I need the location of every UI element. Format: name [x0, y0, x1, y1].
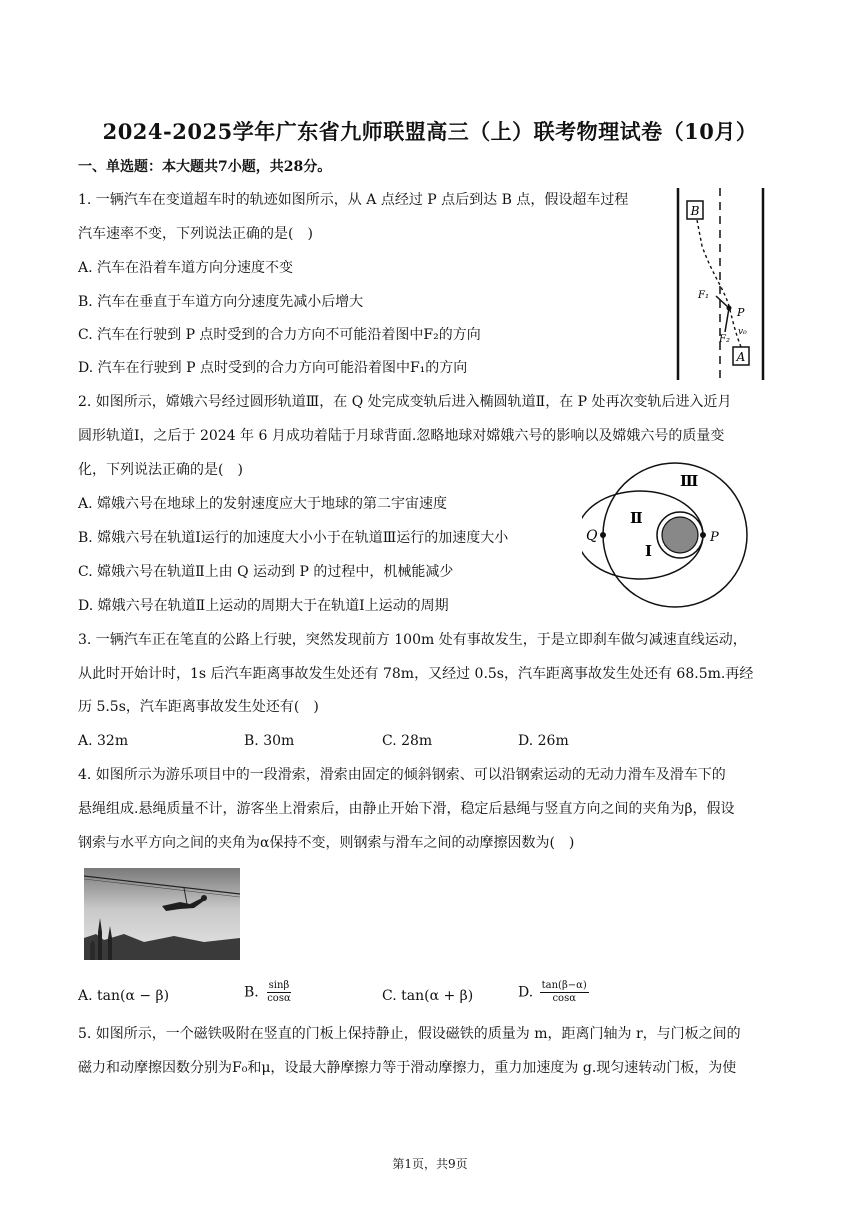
force-f2-label: F₂ — [719, 334, 730, 345]
orbit-ii-label: Ⅱ — [630, 509, 643, 527]
q4-option-b-prefix: B. — [244, 984, 259, 1001]
point-q-label: Q — [586, 528, 598, 544]
q4-line-1: 4. 如图所示为游乐项目中的一段滑索，滑索由固定的倾斜钢索、可以沿钢索运动的无动力滑车及滑车下的 — [78, 767, 726, 783]
section-heading: 一、单选题：本大题共7小题，共28分。 — [78, 159, 332, 175]
q1-option-c: C. 汽车在行驶到 P 点时受到的合力方向不可能沿着图中F₂的方向 — [78, 327, 481, 343]
point-p — [700, 532, 706, 538]
force-f1-arrow — [716, 296, 729, 308]
photo-tree — [90, 940, 95, 960]
q1-option-a: A. 汽车在沿着车道方向分速度不变 — [78, 260, 294, 276]
q4-option-a: A. tan(α − β) — [78, 988, 170, 1004]
trajectory-path — [697, 220, 741, 347]
q2-orbit-figure — [582, 460, 752, 610]
photo-rider-head — [201, 895, 207, 901]
q2-option-a: A. 嫦娥六号在地球上的发射速度应大于地球的第二宇宙速度 — [78, 496, 448, 512]
q1-option-b: B. 汽车在垂直于车道方向分速度先减小后增大 — [78, 294, 364, 310]
q2-line-2: 圆形轨道Ⅰ，之后于 2024 年 6 月成功着陆于月球背面.忽略地球对嫦娥六号的影响以及嫦娥六号的质量变 — [78, 428, 725, 444]
q3-option-c: C. 28m — [382, 733, 433, 749]
q4-option-d-numerator: tan(β−α) — [541, 980, 587, 991]
q2-option-c: C. 嫦娥六号在轨道Ⅱ上由 Q 运动到 P 的过程中，机械能减少 — [78, 564, 454, 580]
q3-option-d: D. 26m — [518, 733, 569, 749]
q3-option-a: A. 32m — [78, 733, 129, 749]
q1-option-d: D. 汽车在行驶到 P 点时受到的合力方向可能沿着图中F₁的方向 — [78, 360, 468, 376]
orbit-i-label: Ⅰ — [645, 542, 653, 560]
q2-line-1: 2. 如图所示，嫦娥六号经过圆形轨道Ⅲ，在 Q 处完成变轨后进入椭圆轨道Ⅱ，在 P 处再次变轨后进入近月 — [78, 394, 732, 410]
orbit-iii-label: Ⅲ — [680, 472, 699, 490]
q3-line-2: 从此时开始计时，1s 后汽车距离事故发生处还有 78m，又经过 0.5s，汽车距离事故发生处还有 68.5m.再经 — [78, 666, 754, 682]
page-title: 2024-2025学年广东省九师联盟高三（上）联考物理试卷（10月） — [102, 119, 758, 144]
q4-option-b-numerator: sinβ — [268, 980, 290, 991]
q4-line-2: 悬绳组成.悬绳质量不计，游客坐上滑索后，由静止开始下滑，稳定后悬绳与竖直方向之间的夹角为β，假设 — [78, 801, 735, 817]
q2-line-3: 化，下列说法正确的是( ) — [78, 462, 243, 478]
q5-line-2: 磁力和动摩擦因数分别为F₀和μ，设最大静摩擦力等于滑动摩擦力，重力加速度为 g.现匀速转动门板，为使 — [78, 1060, 737, 1076]
q5-line-1: 5. 如图所示，一个磁铁吸附在竖直的门板上保持静止，假设磁铁的质量为 m，距离门轴为 r，与门板之间的 — [78, 1026, 741, 1042]
q1-lane-figure — [672, 184, 772, 384]
q4-option-c: C. tan(α + β) — [382, 988, 474, 1004]
q4-option-d — [518, 980, 591, 1005]
moon-body — [662, 517, 698, 553]
zipline-photo-drawing — [84, 868, 240, 960]
q4-option-b-fraction — [265, 980, 293, 1005]
point-p-label: P — [710, 530, 719, 545]
q4-option-b-denominator: cosα — [267, 993, 291, 1004]
point-q — [600, 532, 606, 538]
q2-option-b: B. 嫦娥六号在轨道Ⅰ运行的加速度大小小于在轨道Ⅲ运行的加速度大小 — [78, 530, 509, 546]
q3-option-b: B. 30m — [244, 733, 295, 749]
velocity-v0-label: v₀ — [738, 327, 747, 337]
q1-line-2: 汽车速率不变，下列说法正确的是( ) — [78, 226, 313, 242]
q1-line-1: 1. 一辆汽车在变道超车时的轨迹如图所示，从 A 点经过 P 点后到达 B 点，假设超车过程 — [78, 192, 629, 208]
car-b-label: B — [690, 204, 700, 218]
point-p-label: P — [737, 306, 745, 319]
page-footer: 第1页，共9页 — [392, 1157, 468, 1171]
q4-option-d-denominator: cosα — [552, 993, 576, 1004]
zipline-photo — [84, 868, 240, 960]
force-f2-arrow — [725, 308, 729, 332]
car-a-label: A — [736, 350, 746, 364]
q3-line-1: 3. 一辆汽车正在笔直的公路上行驶，突然发现前方 100m 处有事故发生，于是立即刹车做匀减速直线运动， — [78, 632, 747, 648]
q3-line-3: 历 5.5s，汽车距离事故发生处还有( ) — [78, 699, 319, 715]
q4-option-d-prefix: D. — [518, 984, 534, 1001]
q4-option-b — [244, 980, 295, 1005]
q4-line-3: 钢索与水平方向之间的夹角为α保持不变，则钢索与滑车之间的动摩擦因数为( ) — [78, 835, 575, 851]
force-f1-label: F₁ — [698, 290, 709, 301]
q2-option-d: D. 嫦娥六号在轨道Ⅱ上运动的周期大于在轨道Ⅰ上运动的周期 — [78, 598, 449, 614]
q4-option-d-fraction — [540, 980, 589, 1005]
